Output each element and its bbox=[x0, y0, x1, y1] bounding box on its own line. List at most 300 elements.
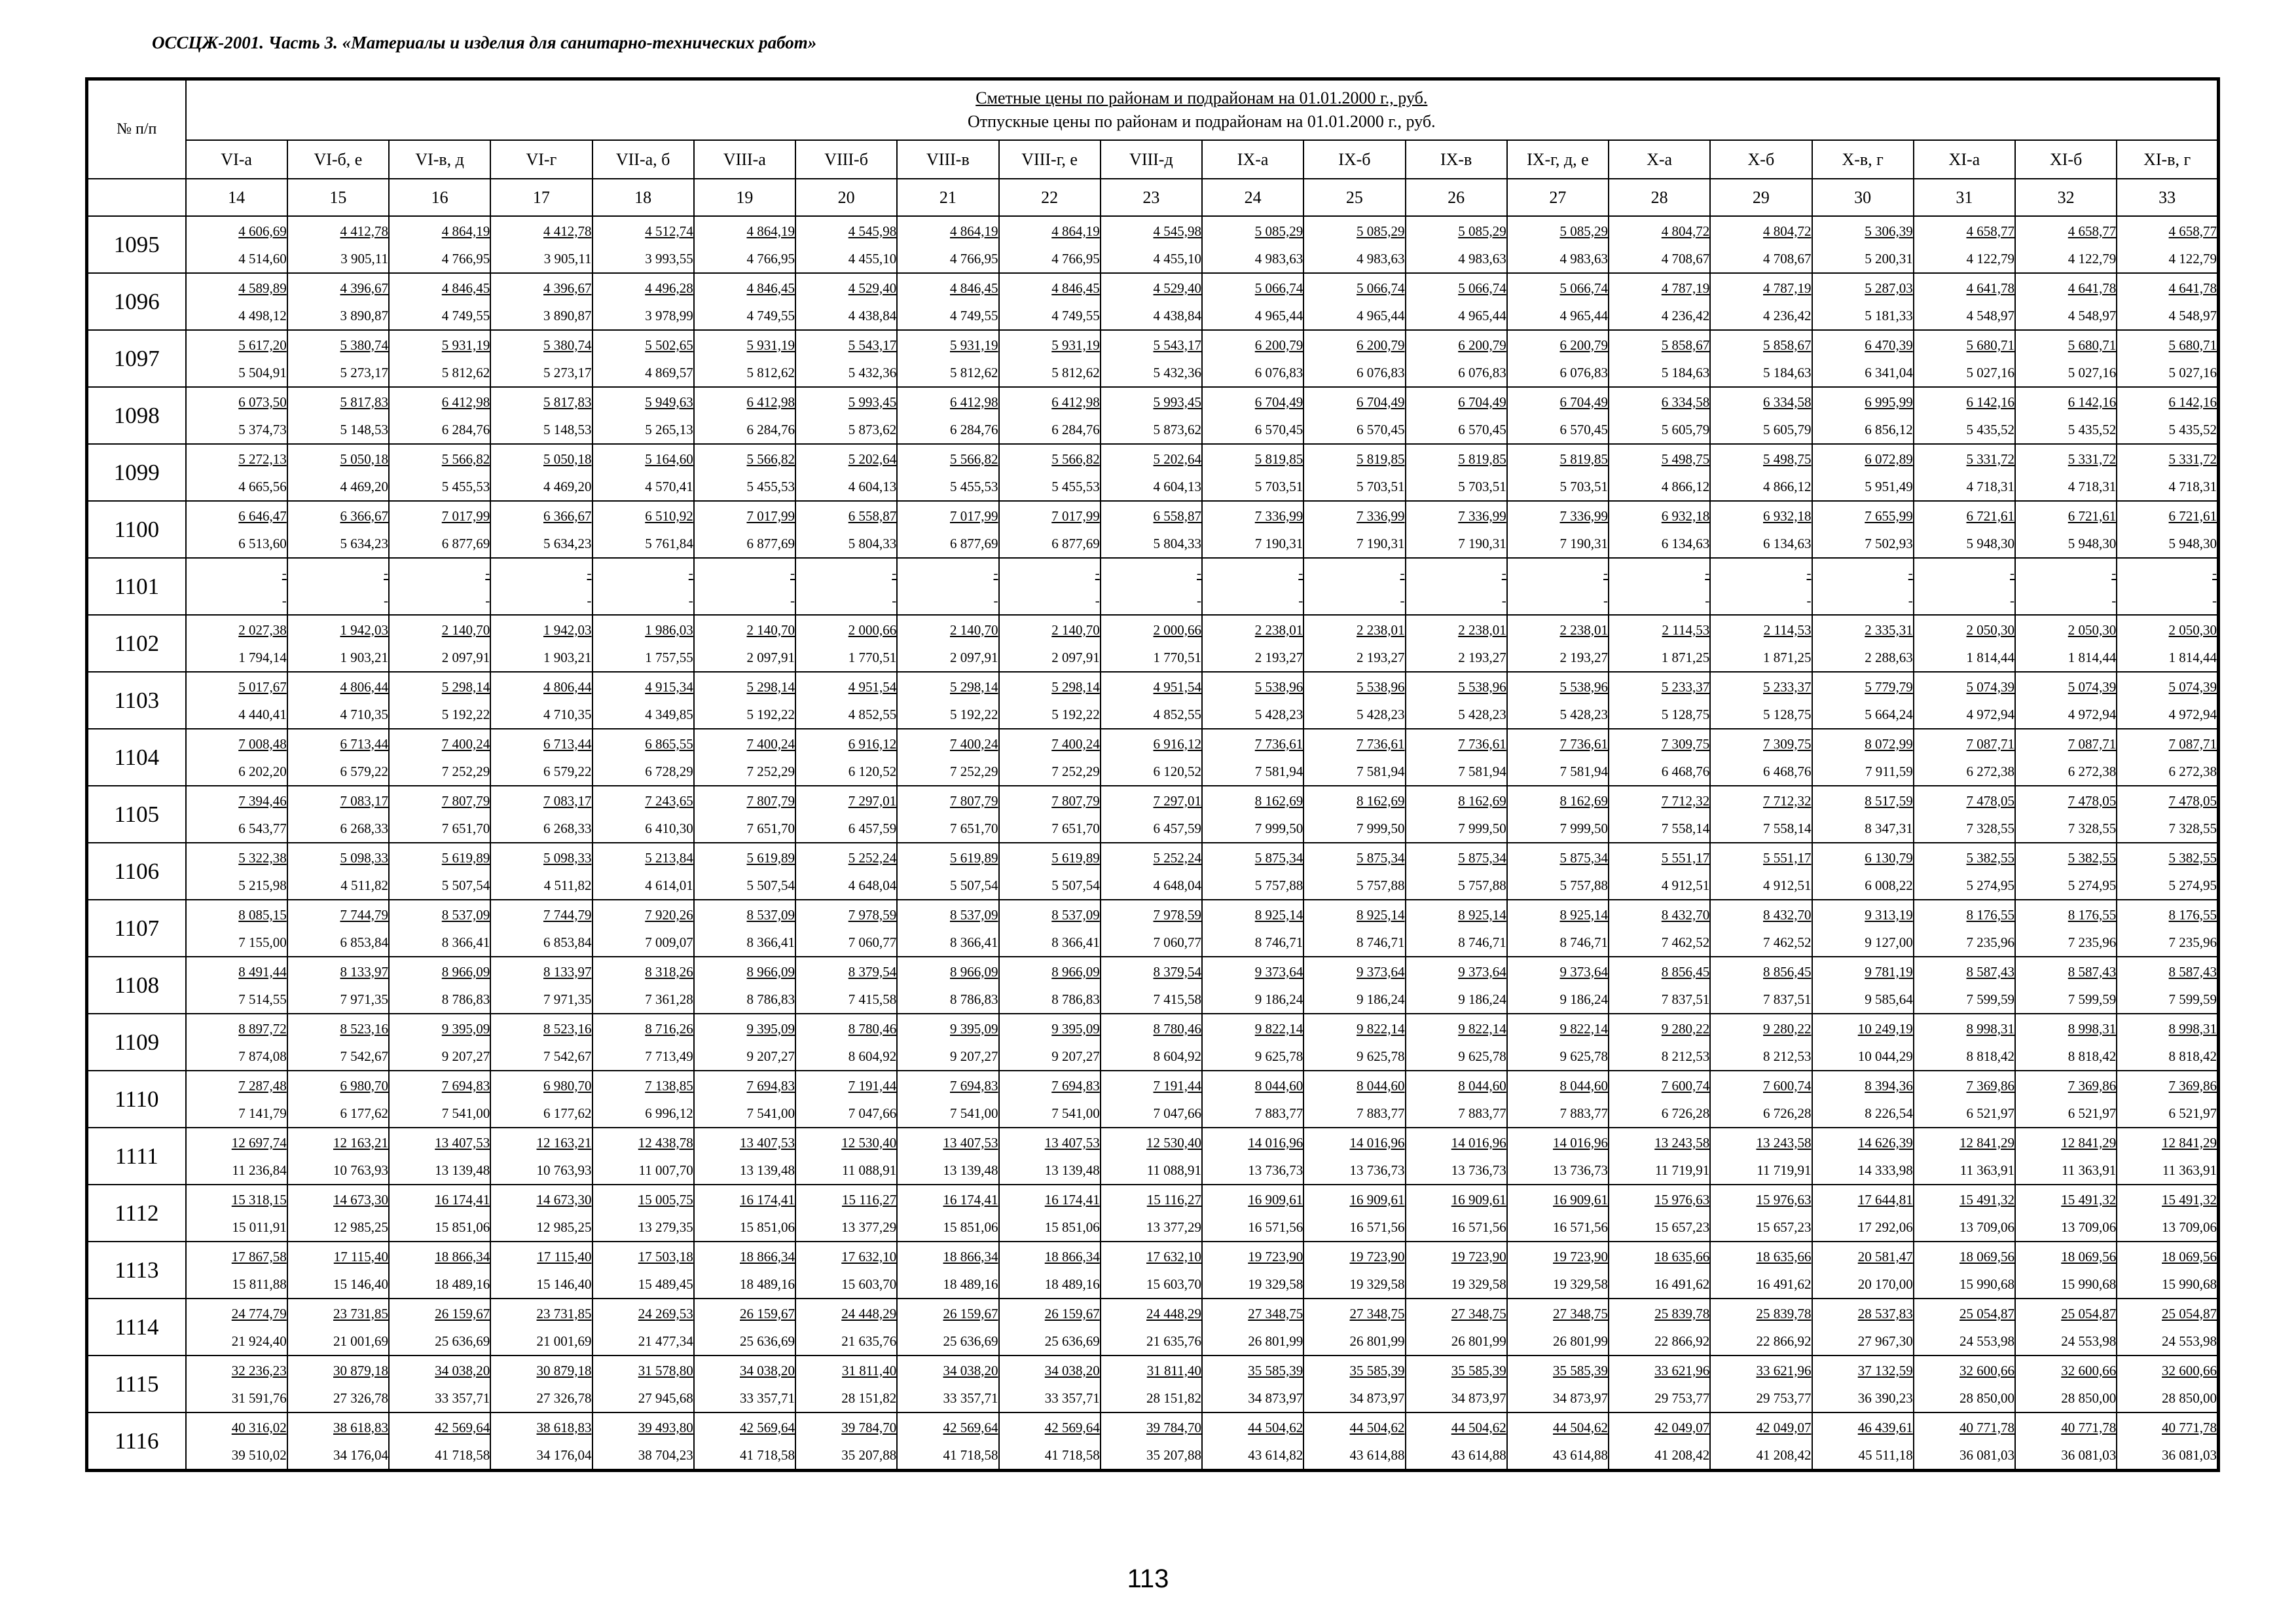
release-price: 8 786,83 bbox=[950, 991, 998, 1007]
estimated-price: 7 243,65 bbox=[645, 792, 693, 809]
price-cell bbox=[999, 1242, 1101, 1299]
estimated-price: 8 537,09 bbox=[441, 906, 490, 923]
release-price: 6 076,83 bbox=[1559, 364, 1608, 380]
estimated-price: 7 017,99 bbox=[441, 507, 490, 524]
price-cell bbox=[1202, 444, 1303, 501]
price-cell bbox=[1914, 273, 2015, 330]
district-header: VIII-д bbox=[1101, 140, 1202, 179]
release-price: 7 328,55 bbox=[1966, 820, 2014, 836]
release-price: 11 363,91 bbox=[2062, 1162, 2117, 1178]
price-cell bbox=[389, 273, 490, 330]
row-number: 1097 bbox=[87, 330, 186, 387]
price-cell bbox=[186, 729, 287, 786]
price-cell bbox=[186, 501, 287, 558]
price-cell bbox=[389, 501, 490, 558]
column-number: 16 bbox=[389, 179, 490, 216]
release-price: 17 292,06 bbox=[1857, 1219, 1913, 1235]
price-cell bbox=[1609, 558, 1710, 615]
estimated-price: 5 050,18 bbox=[340, 451, 388, 467]
estimated-price: 44 504,62 bbox=[1451, 1419, 1506, 1435]
price-heading bbox=[186, 79, 2219, 141]
estimated-price: - bbox=[1705, 564, 1710, 581]
price-cell bbox=[1101, 1014, 1202, 1071]
estimated-price: 5 017,67 bbox=[238, 678, 287, 695]
price-cell bbox=[1507, 615, 1609, 672]
price-cell bbox=[897, 1412, 998, 1471]
price-cell bbox=[287, 900, 389, 957]
release-price: 6 410,30 bbox=[645, 820, 693, 836]
release-price: 6 202,20 bbox=[238, 763, 287, 779]
release-price: 5 027,16 bbox=[2068, 364, 2117, 380]
price-cell bbox=[1914, 1412, 2015, 1471]
estimated-price: 40 771,78 bbox=[2162, 1419, 2217, 1435]
estimated-price: 18 069,56 bbox=[2162, 1248, 2217, 1264]
release-price: 3 905,11 bbox=[340, 250, 388, 267]
release-price: 6 076,83 bbox=[1254, 364, 1303, 380]
estimated-price: 32 236,23 bbox=[231, 1362, 287, 1378]
price-cell bbox=[1507, 957, 1609, 1014]
price-cell bbox=[1914, 558, 2015, 615]
price-cell bbox=[897, 729, 998, 786]
release-price: 28 151,82 bbox=[1146, 1390, 1201, 1406]
estimated-price: 5 931,19 bbox=[950, 337, 998, 353]
release-price: 6 877,69 bbox=[950, 535, 998, 551]
price-cell bbox=[490, 1356, 592, 1412]
estimated-price: 16 909,61 bbox=[1451, 1191, 1506, 1208]
estimated-price: 5 322,38 bbox=[238, 849, 287, 866]
estimated-price: 15 491,32 bbox=[1959, 1191, 2014, 1208]
estimated-price: 26 159,67 bbox=[435, 1305, 490, 1321]
estimated-price: 4 787,19 bbox=[1661, 280, 1710, 296]
estimated-price: 18 635,66 bbox=[1756, 1248, 1812, 1264]
estimated-price: 7 287,48 bbox=[238, 1077, 287, 1094]
price-cell bbox=[592, 729, 694, 786]
release-price: 7 541,00 bbox=[441, 1105, 490, 1121]
price-cell bbox=[795, 1071, 897, 1128]
estimated-price: 33 621,96 bbox=[1756, 1362, 1812, 1378]
release-price: - bbox=[688, 592, 693, 608]
release-price: 5 192,22 bbox=[746, 706, 795, 722]
release-price: 13 139,48 bbox=[435, 1162, 490, 1178]
price-cell bbox=[592, 330, 694, 387]
price-cell bbox=[1609, 957, 1710, 1014]
release-price: 4 749,55 bbox=[1051, 307, 1100, 323]
release-price: 15 851,06 bbox=[943, 1219, 998, 1235]
release-price: 5 757,88 bbox=[1254, 877, 1303, 893]
release-price: 8 226,54 bbox=[1865, 1105, 1913, 1121]
release-price: 7 155,00 bbox=[238, 934, 287, 950]
release-price: 5 432,36 bbox=[1153, 364, 1201, 380]
price-cell bbox=[1609, 843, 1710, 900]
estimated-price: 8 537,09 bbox=[950, 906, 998, 923]
price-cell bbox=[2117, 1299, 2218, 1356]
price-cell bbox=[694, 1185, 795, 1242]
estimated-price: 7 087,71 bbox=[2068, 735, 2117, 752]
release-price: 15 146,40 bbox=[536, 1276, 592, 1292]
column-number: 19 bbox=[694, 179, 795, 216]
column-number-blank bbox=[87, 179, 186, 216]
release-price: 8 347,31 bbox=[1865, 820, 1913, 836]
price-cell bbox=[1609, 387, 1710, 444]
release-price: 4 852,55 bbox=[1153, 706, 1201, 722]
price-cell bbox=[1710, 843, 1812, 900]
estimated-price: 2 050,30 bbox=[2068, 621, 2117, 638]
estimated-price: 7 394,46 bbox=[238, 792, 287, 809]
release-price: 5 507,54 bbox=[441, 877, 490, 893]
release-price: 4 438,84 bbox=[848, 307, 897, 323]
estimated-price: 5 779,79 bbox=[1865, 678, 1913, 695]
price-cell bbox=[490, 729, 592, 786]
estimated-price: 5 498,75 bbox=[1661, 451, 1710, 467]
price-cell bbox=[694, 1242, 795, 1299]
estimated-price: 44 504,62 bbox=[1553, 1419, 1608, 1435]
release-price: 5 428,23 bbox=[1254, 706, 1303, 722]
estimated-price: 34 038,20 bbox=[740, 1362, 795, 1378]
release-price: 7 581,94 bbox=[1458, 763, 1506, 779]
release-price: 16 571,56 bbox=[1553, 1219, 1608, 1235]
estimated-price: 6 412,98 bbox=[1051, 394, 1100, 410]
estimated-price: 27 348,75 bbox=[1349, 1305, 1405, 1321]
release-price: 27 967,30 bbox=[1857, 1333, 1913, 1349]
release-price: 7 235,96 bbox=[2168, 934, 2217, 950]
release-price: 26 801,99 bbox=[1451, 1333, 1506, 1349]
estimated-price: 4 864,19 bbox=[746, 223, 795, 239]
release-price: 7 328,55 bbox=[2068, 820, 2117, 836]
estimated-price: 8 162,69 bbox=[1357, 792, 1405, 809]
price-cell bbox=[186, 615, 287, 672]
price-cell bbox=[795, 216, 897, 273]
release-price: 45 511,18 bbox=[1858, 1447, 1913, 1463]
estimated-price: 35 585,39 bbox=[1248, 1362, 1303, 1378]
price-cell bbox=[1812, 558, 1914, 615]
estimated-price: 8 162,69 bbox=[1254, 792, 1303, 809]
price-cell bbox=[186, 957, 287, 1014]
estimated-price: 19 723,90 bbox=[1553, 1248, 1608, 1264]
estimated-price: 6 704,49 bbox=[1458, 394, 1506, 410]
table-row bbox=[87, 786, 2219, 843]
release-price: 5 703,51 bbox=[1559, 478, 1608, 494]
price-cell bbox=[1303, 1014, 1405, 1071]
estimated-price: 4 529,40 bbox=[848, 280, 897, 296]
release-price: 5 274,95 bbox=[2168, 877, 2217, 893]
estimated-price: 5 875,34 bbox=[1559, 849, 1608, 866]
price-cell bbox=[1406, 1412, 1507, 1471]
release-price: 34 873,97 bbox=[1349, 1390, 1405, 1406]
release-price: 5 757,88 bbox=[1357, 877, 1405, 893]
estimated-price: 6 932,18 bbox=[1763, 507, 1812, 524]
release-price: 7 462,52 bbox=[1763, 934, 1812, 950]
price-cell bbox=[287, 1071, 389, 1128]
estimated-price: 5 074,39 bbox=[2068, 678, 2117, 695]
release-price: 25 636,69 bbox=[435, 1333, 490, 1349]
release-price: 2 193,27 bbox=[1254, 649, 1303, 665]
estimated-price: 5 875,34 bbox=[1254, 849, 1303, 866]
price-cell bbox=[1101, 1128, 1202, 1185]
release-price: 5 435,52 bbox=[1966, 421, 2014, 437]
price-cell bbox=[1812, 1071, 1914, 1128]
price-cell bbox=[999, 615, 1101, 672]
district-header: VI-г bbox=[490, 140, 592, 179]
price-cell bbox=[1101, 558, 1202, 615]
estimated-price: 30 879,18 bbox=[536, 1362, 592, 1378]
estimated-price: 5 538,96 bbox=[1458, 678, 1506, 695]
release-price: 5 432,36 bbox=[848, 364, 897, 380]
district-header: VIII-г, е bbox=[999, 140, 1101, 179]
release-price: 4 511,82 bbox=[340, 877, 388, 893]
estimated-price: 14 626,39 bbox=[1857, 1134, 1913, 1151]
price-cell bbox=[1914, 501, 2015, 558]
price-cell bbox=[186, 1185, 287, 1242]
estimated-price: 8 176,55 bbox=[2168, 906, 2217, 923]
estimated-price: 5 993,45 bbox=[848, 394, 897, 410]
release-price: 4 983,63 bbox=[1559, 250, 1608, 267]
release-price: 28 850,00 bbox=[1959, 1390, 2014, 1406]
price-cell bbox=[2117, 843, 2218, 900]
estimated-price: 7 017,99 bbox=[950, 507, 998, 524]
table-row bbox=[87, 615, 2219, 672]
estimated-price: 2 140,70 bbox=[1051, 621, 1100, 638]
price-cell bbox=[592, 444, 694, 501]
price-cell bbox=[2015, 444, 2117, 501]
price-cell bbox=[795, 900, 897, 957]
estimated-price: 31 811,40 bbox=[842, 1362, 897, 1378]
estimated-price: 8 966,09 bbox=[441, 963, 490, 980]
release-price: - bbox=[1806, 592, 1812, 608]
price-cell bbox=[2015, 387, 2117, 444]
estimated-price: 5 233,37 bbox=[1661, 678, 1710, 695]
estimated-price: 9 781,19 bbox=[1865, 963, 1913, 980]
release-price: 13 139,48 bbox=[1044, 1162, 1100, 1178]
price-cell bbox=[1101, 330, 1202, 387]
price-cell bbox=[1812, 1185, 1914, 1242]
estimated-price: 25 839,78 bbox=[1756, 1305, 1812, 1321]
estimated-price: 7 309,75 bbox=[1763, 735, 1812, 752]
price-cell bbox=[1507, 387, 1609, 444]
price-cell bbox=[1914, 1128, 2015, 1185]
table-row bbox=[87, 957, 2219, 1014]
price-cell bbox=[1406, 444, 1507, 501]
estimated-price: 4 864,19 bbox=[1051, 223, 1100, 239]
estimated-price: 15 491,32 bbox=[2061, 1191, 2117, 1208]
release-price: 1 814,44 bbox=[2168, 649, 2217, 665]
estimated-price: - bbox=[1806, 564, 1812, 581]
price-cell bbox=[1303, 1071, 1405, 1128]
price-cell bbox=[999, 957, 1101, 1014]
estimated-price: 16 909,61 bbox=[1248, 1191, 1303, 1208]
release-price: 7 651,70 bbox=[746, 820, 795, 836]
price-cell bbox=[1609, 444, 1710, 501]
price-cell bbox=[1101, 1356, 1202, 1412]
price-cell bbox=[2117, 1071, 2218, 1128]
release-price: 11 007,70 bbox=[638, 1162, 693, 1178]
price-cell bbox=[1406, 729, 1507, 786]
price-cell bbox=[795, 558, 897, 615]
release-price: 6 008,22 bbox=[1865, 877, 1913, 893]
estimated-price: 4 864,19 bbox=[950, 223, 998, 239]
release-price: 28 850,00 bbox=[2162, 1390, 2217, 1406]
estimated-price: 5 993,45 bbox=[1153, 394, 1201, 410]
estimated-price: 26 159,67 bbox=[943, 1305, 998, 1321]
price-cell bbox=[999, 900, 1101, 957]
estimated-price: 19 723,90 bbox=[1451, 1248, 1506, 1264]
estimated-price: 6 200,79 bbox=[1254, 337, 1303, 353]
price-cell bbox=[490, 558, 592, 615]
price-cell bbox=[795, 387, 897, 444]
release-price: 15 851,06 bbox=[740, 1219, 795, 1235]
release-price: 4 570,41 bbox=[645, 478, 693, 494]
release-price: 7 558,14 bbox=[1661, 820, 1710, 836]
estimated-price: 4 846,45 bbox=[441, 280, 490, 296]
estimated-price: - bbox=[1908, 564, 1913, 581]
estimated-price-heading: Сметные цены по районам и подрайонам на 01.01.2000 г., руб. bbox=[975, 88, 1428, 107]
price-cell bbox=[1710, 1412, 1812, 1471]
estimated-price: 5 543,17 bbox=[848, 337, 897, 353]
estimated-price: 32 600,66 bbox=[2162, 1362, 2217, 1378]
price-cell bbox=[694, 786, 795, 843]
estimated-price: 42 569,64 bbox=[1044, 1419, 1100, 1435]
estimated-price: 5 617,20 bbox=[238, 337, 287, 353]
price-cell bbox=[2015, 501, 2117, 558]
price-cell bbox=[1406, 1071, 1507, 1128]
release-price: 34 873,97 bbox=[1451, 1390, 1506, 1406]
price-cell bbox=[1710, 786, 1812, 843]
price-cell bbox=[1101, 1071, 1202, 1128]
release-price: 41 208,42 bbox=[1654, 1447, 1710, 1463]
price-cell bbox=[1406, 900, 1507, 957]
release-price: 21 001,69 bbox=[333, 1333, 388, 1349]
price-cell bbox=[1507, 558, 1609, 615]
estimated-price: 12 530,40 bbox=[1146, 1134, 1201, 1151]
estimated-price: 8 044,60 bbox=[1458, 1077, 1506, 1094]
estimated-price: 6 334,58 bbox=[1661, 394, 1710, 410]
price-cell bbox=[1406, 615, 1507, 672]
estimated-price: 25 054,87 bbox=[1959, 1305, 2014, 1321]
price-cell bbox=[1609, 672, 1710, 729]
price-cell bbox=[1406, 558, 1507, 615]
price-cell bbox=[389, 1242, 490, 1299]
estimated-price: 12 841,29 bbox=[2162, 1134, 2217, 1151]
price-cell bbox=[795, 672, 897, 729]
release-price: 9 625,78 bbox=[1357, 1048, 1405, 1064]
release-price: 5 200,31 bbox=[1865, 250, 1913, 267]
release-price: 8 604,92 bbox=[848, 1048, 897, 1064]
estimated-price: 5 050,18 bbox=[543, 451, 592, 467]
price-cell bbox=[694, 1412, 795, 1471]
estimated-price: 16 909,61 bbox=[1349, 1191, 1405, 1208]
price-cell bbox=[1609, 273, 1710, 330]
district-header: XI-б bbox=[2015, 140, 2117, 179]
price-cell bbox=[2117, 729, 2218, 786]
release-price: 15 603,70 bbox=[841, 1276, 897, 1292]
price-cell bbox=[1812, 1128, 1914, 1185]
release-price: 7 542,67 bbox=[543, 1048, 592, 1064]
release-price: 15 657,23 bbox=[1756, 1219, 1812, 1235]
row-number: 1111 bbox=[87, 1128, 186, 1185]
estimated-price: 8 925,14 bbox=[1254, 906, 1303, 923]
release-price: 4 983,63 bbox=[1458, 250, 1506, 267]
estimated-price: 7 600,74 bbox=[1661, 1077, 1710, 1094]
estimated-price: 4 412,78 bbox=[543, 223, 592, 239]
release-price: 6 853,84 bbox=[543, 934, 592, 950]
price-cell bbox=[999, 786, 1101, 843]
price-cell bbox=[490, 330, 592, 387]
release-price: 15 603,70 bbox=[1146, 1276, 1201, 1292]
estimated-price: 16 174,41 bbox=[943, 1191, 998, 1208]
estimated-price: 4 396,67 bbox=[543, 280, 592, 296]
price-cell bbox=[897, 216, 998, 273]
price-cell bbox=[186, 330, 287, 387]
release-price: 4 766,95 bbox=[1051, 250, 1100, 267]
release-price: 33 357,71 bbox=[943, 1390, 998, 1406]
estimated-price: 6 558,87 bbox=[848, 507, 897, 524]
release-price: 21 924,40 bbox=[231, 1333, 287, 1349]
estimated-price: 6 200,79 bbox=[1458, 337, 1506, 353]
table-row bbox=[87, 1356, 2219, 1412]
release-price: 25 636,69 bbox=[740, 1333, 795, 1349]
release-price: 5 507,54 bbox=[1051, 877, 1100, 893]
price-cell bbox=[1303, 729, 1405, 786]
estimated-price: 2 335,31 bbox=[1865, 621, 1913, 638]
estimated-price: 2 238,01 bbox=[1254, 621, 1303, 638]
price-cell bbox=[2015, 330, 2117, 387]
price-cell bbox=[694, 1356, 795, 1412]
price-cell bbox=[1406, 1356, 1507, 1412]
estimated-price: 8 966,09 bbox=[746, 963, 795, 980]
release-price: 5 148,53 bbox=[543, 421, 592, 437]
estimated-price: 26 159,67 bbox=[740, 1305, 795, 1321]
release-price: 39 510,02 bbox=[231, 1447, 287, 1463]
estimated-price: 17 632,10 bbox=[1146, 1248, 1201, 1264]
price-cell bbox=[1710, 1185, 1812, 1242]
estimated-price: 9 280,22 bbox=[1763, 1020, 1812, 1037]
price-cell bbox=[999, 672, 1101, 729]
price-cell bbox=[389, 444, 490, 501]
estimated-price: 7 736,61 bbox=[1357, 735, 1405, 752]
price-cell bbox=[1406, 1185, 1507, 1242]
estimated-price: 4 606,69 bbox=[238, 223, 287, 239]
release-price: 33 357,71 bbox=[740, 1390, 795, 1406]
estimated-price: 6 646,47 bbox=[238, 507, 287, 524]
column-number: 25 bbox=[1303, 179, 1405, 216]
release-price: 4 718,31 bbox=[1966, 478, 2014, 494]
row-number: 1103 bbox=[87, 672, 186, 729]
price-cell bbox=[287, 1412, 389, 1471]
release-price: 43 614,88 bbox=[1349, 1447, 1405, 1463]
price-cell bbox=[1202, 330, 1303, 387]
estimated-price: 4 787,19 bbox=[1763, 280, 1812, 296]
estimated-price: 7 400,24 bbox=[441, 735, 490, 752]
estimated-price: 7 807,79 bbox=[950, 792, 998, 809]
release-price: - bbox=[1501, 592, 1506, 608]
release-price: 5 192,22 bbox=[441, 706, 490, 722]
estimated-price: 15 491,32 bbox=[2162, 1191, 2217, 1208]
estimated-price: 2 238,01 bbox=[1357, 621, 1405, 638]
release-price: 4 766,95 bbox=[746, 250, 795, 267]
release-price: 19 329,58 bbox=[1349, 1276, 1405, 1292]
release-price: 5 184,63 bbox=[1763, 364, 1812, 380]
estimated-price: 8 044,60 bbox=[1254, 1077, 1303, 1094]
price-cell bbox=[795, 1412, 897, 1471]
district-header: XI-в, г bbox=[2117, 140, 2218, 179]
release-price: 36 081,03 bbox=[1959, 1447, 2014, 1463]
price-cell bbox=[1914, 615, 2015, 672]
table-heading-row bbox=[87, 79, 2219, 141]
release-price: 6 268,33 bbox=[340, 820, 388, 836]
table-row bbox=[87, 1299, 2219, 1356]
price-cell bbox=[1507, 501, 1609, 558]
row-number: 1110 bbox=[87, 1071, 186, 1128]
release-price: 4 455,10 bbox=[848, 250, 897, 267]
